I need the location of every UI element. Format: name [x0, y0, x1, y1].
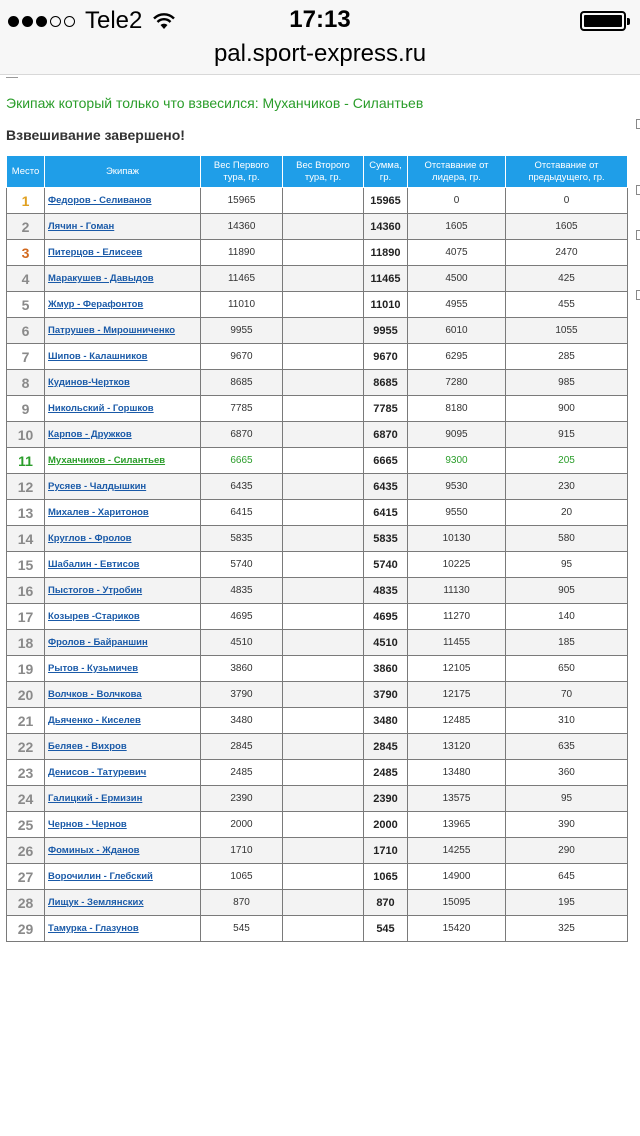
cell-sum: 6665 — [364, 448, 408, 474]
crew-link[interactable]: Беляев - Вихров — [48, 741, 127, 752]
cell-sum: 5740 — [364, 552, 408, 578]
table-row — [7, 526, 628, 552]
crew-link[interactable]: Рытов - Кузьмичев — [48, 663, 139, 674]
cell-place: 12 — [7, 474, 45, 500]
cell-weight-round-2 — [283, 266, 364, 292]
cell-crew — [45, 500, 201, 526]
results-table — [6, 155, 628, 942]
cell-sum: 4835 — [364, 578, 408, 604]
cell-place: 28 — [7, 890, 45, 916]
signal-dot — [36, 16, 47, 27]
cell-lag-previous: 2470 — [506, 240, 628, 266]
cell-weight-round-1: 2390 — [201, 786, 283, 812]
cell-place: 15 — [7, 552, 45, 578]
cell-lag-leader: 10225 — [408, 552, 506, 578]
cell-sum: 9955 — [364, 318, 408, 344]
crew-link[interactable]: Козырев -Стариков — [48, 611, 140, 622]
cell-lag-previous: 645 — [506, 864, 628, 890]
cell-weight-round-2 — [283, 448, 364, 474]
table-row — [7, 760, 628, 786]
cell-place: 27 — [7, 864, 45, 890]
header-sum: Сумма, гр. — [364, 156, 408, 188]
cell-weight-round-2 — [283, 422, 364, 448]
cell-lag-leader: 9095 — [408, 422, 506, 448]
table-row — [7, 578, 628, 604]
cell-crew — [45, 240, 201, 266]
cell-crew — [45, 578, 201, 604]
battery-icon — [580, 11, 626, 31]
cell-crew — [45, 604, 201, 630]
cell-weight-round-2 — [283, 526, 364, 552]
cell-weight-round-1: 5740 — [201, 552, 283, 578]
cell-lag-previous: 915 — [506, 422, 628, 448]
last-weighed-crew: Экипаж который только что взвесился: Муханчиков - Силантьев — [6, 95, 424, 111]
cell-sum: 1065 — [364, 864, 408, 890]
cell-lag-leader: 13120 — [408, 734, 506, 760]
cell-weight-round-1: 545 — [201, 916, 283, 942]
cell-sum: 11465 — [364, 266, 408, 292]
crew-link[interactable]: Маракушев - Давыдов — [48, 273, 154, 284]
carrier-name: Tele2 — [85, 7, 143, 34]
cell-weight-round-2 — [283, 578, 364, 604]
cell-weight-round-2 — [283, 396, 364, 422]
cell-weight-round-2 — [283, 292, 364, 318]
crew-link[interactable]: Ворочилин - Глебский — [48, 871, 153, 882]
cell-place: 26 — [7, 838, 45, 864]
cell-weight-round-2 — [283, 682, 364, 708]
cell-sum: 2000 — [364, 812, 408, 838]
cell-lag-previous: 70 — [506, 682, 628, 708]
crew-link[interactable]: Шипов - Калашников — [48, 351, 148, 362]
cell-weight-round-1: 870 — [201, 890, 283, 916]
cell-lag-leader: 9550 — [408, 500, 506, 526]
status-bar — [0, 0, 640, 40]
table-row — [7, 448, 628, 474]
sidebar-fragment — [636, 119, 640, 129]
cell-weight-round-2 — [283, 838, 364, 864]
cell-place: 6 — [7, 318, 45, 344]
cell-weight-round-2 — [283, 552, 364, 578]
cell-crew — [45, 812, 201, 838]
cell-weight-round-1: 1710 — [201, 838, 283, 864]
cell-sum: 870 — [364, 890, 408, 916]
cell-lag-leader: 11455 — [408, 630, 506, 656]
cell-sum: 15965 — [364, 188, 408, 214]
header-remnant — [6, 75, 18, 78]
cell-crew — [45, 734, 201, 760]
cell-weight-round-2 — [283, 214, 364, 240]
cell-sum: 11890 — [364, 240, 408, 266]
crew-link[interactable]: Лячин - Гоман — [48, 221, 115, 232]
cell-place: 13 — [7, 500, 45, 526]
crew-link[interactable]: Лищук - Землянских — [48, 897, 144, 908]
table-header-row — [7, 156, 628, 188]
cell-lag-leader: 7280 — [408, 370, 506, 396]
cell-lag-previous: 1605 — [506, 214, 628, 240]
cell-crew — [45, 708, 201, 734]
table-row — [7, 474, 628, 500]
cell-weight-round-1: 3790 — [201, 682, 283, 708]
table-row — [7, 708, 628, 734]
cell-sum: 2485 — [364, 760, 408, 786]
cell-sum: 9670 — [364, 344, 408, 370]
cell-place: 10 — [7, 422, 45, 448]
cell-weight-round-1: 9955 — [201, 318, 283, 344]
cell-sum: 6435 — [364, 474, 408, 500]
crew-link[interactable]: Круглов - Фролов — [48, 533, 132, 544]
crew-link[interactable]: Русяев - Чалдышкин — [48, 481, 147, 492]
cell-sum: 3860 — [364, 656, 408, 682]
weighing-status: Взвешивание завершено! — [6, 127, 185, 143]
cell-weight-round-1: 7785 — [201, 396, 283, 422]
cell-sum: 6415 — [364, 500, 408, 526]
cell-crew — [45, 318, 201, 344]
cell-crew — [45, 370, 201, 396]
cell-weight-round-1: 15965 — [201, 188, 283, 214]
crew-link[interactable]: Пыстогов - Утробин — [48, 585, 143, 596]
cell-weight-round-2 — [283, 812, 364, 838]
battery-level — [584, 15, 622, 27]
cell-crew — [45, 266, 201, 292]
cell-place: 21 — [7, 708, 45, 734]
cell-lag-leader: 9530 — [408, 474, 506, 500]
cell-sum: 14360 — [364, 214, 408, 240]
cell-sum: 4510 — [364, 630, 408, 656]
cell-place: 1 — [7, 188, 45, 214]
header-crew: Экипаж — [45, 156, 201, 188]
cell-place: 3 — [7, 240, 45, 266]
cell-lag-previous: 325 — [506, 916, 628, 942]
cell-crew — [45, 786, 201, 812]
cell-weight-round-1: 2000 — [201, 812, 283, 838]
table-row — [7, 188, 628, 214]
cell-sum: 1710 — [364, 838, 408, 864]
cell-weight-round-2 — [283, 916, 364, 942]
cell-place: 9 — [7, 396, 45, 422]
cell-crew — [45, 188, 201, 214]
table-row — [7, 266, 628, 292]
cell-crew — [45, 422, 201, 448]
cell-weight-round-2 — [283, 786, 364, 812]
cell-lag-previous: 985 — [506, 370, 628, 396]
cell-weight-round-1: 6870 — [201, 422, 283, 448]
cell-weight-round-1: 11465 — [201, 266, 283, 292]
cell-sum: 2390 — [364, 786, 408, 812]
cell-weight-round-2 — [283, 240, 364, 266]
table-row — [7, 864, 628, 890]
signal-dot — [8, 16, 19, 27]
cell-weight-round-2 — [283, 344, 364, 370]
crew-link[interactable]: Волчков - Волчкова — [48, 689, 142, 700]
crew-link[interactable]: Кудинов-Чертков — [48, 377, 130, 388]
cell-weight-round-2 — [283, 370, 364, 396]
table-row — [7, 500, 628, 526]
status-left — [8, 6, 176, 36]
cell-sum: 6870 — [364, 422, 408, 448]
cell-sum: 11010 — [364, 292, 408, 318]
cell-lag-previous: 195 — [506, 890, 628, 916]
cell-place: 14 — [7, 526, 45, 552]
crew-link[interactable]: Михалев - Харитонов — [48, 507, 149, 518]
cell-place: 2 — [7, 214, 45, 240]
crew-link[interactable]: Дьяченко - Киселев — [48, 715, 141, 726]
cell-lag-leader: 15420 — [408, 916, 506, 942]
cell-lag-previous: 285 — [506, 344, 628, 370]
cell-weight-round-2 — [283, 760, 364, 786]
cell-weight-round-1: 14360 — [201, 214, 283, 240]
cell-lag-leader: 13965 — [408, 812, 506, 838]
cell-sum: 5835 — [364, 526, 408, 552]
cell-place: 25 — [7, 812, 45, 838]
cell-lag-leader: 13575 — [408, 786, 506, 812]
cell-lag-leader: 4955 — [408, 292, 506, 318]
cell-lag-previous: 95 — [506, 552, 628, 578]
cell-lag-leader: 1605 — [408, 214, 506, 240]
cell-lag-previous: 20 — [506, 500, 628, 526]
signal-strength-icon — [8, 16, 75, 27]
cell-lag-leader: 12175 — [408, 682, 506, 708]
table-row — [7, 890, 628, 916]
cell-lag-previous: 360 — [506, 760, 628, 786]
cell-crew — [45, 214, 201, 240]
cell-weight-round-1: 9670 — [201, 344, 283, 370]
cell-weight-round-1: 4835 — [201, 578, 283, 604]
table-row — [7, 812, 628, 838]
cell-place: 18 — [7, 630, 45, 656]
cell-lag-previous: 230 — [506, 474, 628, 500]
cell-crew — [45, 292, 201, 318]
cell-weight-round-2 — [283, 318, 364, 344]
cell-crew — [45, 474, 201, 500]
clock: 17:13 — [289, 6, 351, 33]
cell-weight-round-1: 4695 — [201, 604, 283, 630]
cell-lag-previous: 95 — [506, 786, 628, 812]
cell-weight-round-2 — [283, 656, 364, 682]
table-row — [7, 318, 628, 344]
cell-weight-round-2 — [283, 188, 364, 214]
cell-lag-leader: 4075 — [408, 240, 506, 266]
signal-dot — [50, 16, 61, 27]
cell-weight-round-1: 11010 — [201, 292, 283, 318]
table-row — [7, 370, 628, 396]
table-row — [7, 214, 628, 240]
header-weight-round-1: Вес Первого тура, гр. — [201, 156, 283, 188]
cell-lag-leader: 15095 — [408, 890, 506, 916]
cell-lag-leader: 14900 — [408, 864, 506, 890]
crew-link[interactable]: Тамурка - Глазунов — [48, 923, 139, 934]
table-row — [7, 604, 628, 630]
cell-weight-round-1: 3860 — [201, 656, 283, 682]
address-bar[interactable]: pal.sport-express.ru — [0, 40, 640, 75]
table-row — [7, 786, 628, 812]
cell-place: 23 — [7, 760, 45, 786]
cell-sum: 2845 — [364, 734, 408, 760]
table-row — [7, 344, 628, 370]
cell-place: 17 — [7, 604, 45, 630]
cell-sum: 545 — [364, 916, 408, 942]
cell-weight-round-2 — [283, 500, 364, 526]
table-row — [7, 916, 628, 942]
header-weight-round-2: Вес Второго тура, гр. — [283, 156, 364, 188]
cell-weight-round-2 — [283, 708, 364, 734]
cell-lag-previous: 635 — [506, 734, 628, 760]
cell-crew — [45, 864, 201, 890]
cell-lag-leader: 9300 — [408, 448, 506, 474]
cell-lag-previous: 580 — [506, 526, 628, 552]
cell-lag-leader: 0 — [408, 188, 506, 214]
cell-lag-leader: 14255 — [408, 838, 506, 864]
cell-crew — [45, 838, 201, 864]
cell-weight-round-1: 6435 — [201, 474, 283, 500]
cell-lag-leader: 11270 — [408, 604, 506, 630]
cell-place: 22 — [7, 734, 45, 760]
cell-sum: 8685 — [364, 370, 408, 396]
crew-link[interactable]: Карпов - Дружков — [48, 429, 132, 440]
sidebar-fragment — [636, 185, 640, 195]
cell-weight-round-1: 5835 — [201, 526, 283, 552]
cell-lag-previous: 455 — [506, 292, 628, 318]
cell-lag-previous: 310 — [506, 708, 628, 734]
table-row — [7, 240, 628, 266]
cell-weight-round-1: 6415 — [201, 500, 283, 526]
cell-lag-previous: 900 — [506, 396, 628, 422]
wifi-icon — [152, 12, 176, 30]
cell-weight-round-1: 6665 — [201, 448, 283, 474]
cell-place: 5 — [7, 292, 45, 318]
table-row — [7, 422, 628, 448]
table-row — [7, 656, 628, 682]
cell-lag-leader: 4500 — [408, 266, 506, 292]
cell-place: 19 — [7, 656, 45, 682]
cell-lag-leader: 6295 — [408, 344, 506, 370]
crew-link[interactable]: Муханчиков - Силантьев — [48, 455, 166, 466]
cell-crew — [45, 656, 201, 682]
cell-lag-previous: 0 — [506, 188, 628, 214]
cell-weight-round-1: 2485 — [201, 760, 283, 786]
cell-lag-previous: 1055 — [506, 318, 628, 344]
cell-sum: 4695 — [364, 604, 408, 630]
cell-weight-round-1: 3480 — [201, 708, 283, 734]
table-row — [7, 734, 628, 760]
cell-weight-round-1: 1065 — [201, 864, 283, 890]
cell-lag-leader: 8180 — [408, 396, 506, 422]
crew-link[interactable]: Жмур - Ферафонтов — [48, 299, 144, 310]
signal-dot — [64, 16, 75, 27]
cell-crew — [45, 682, 201, 708]
page-content — [0, 75, 640, 1136]
cell-weight-round-2 — [283, 474, 364, 500]
cell-sum: 3790 — [364, 682, 408, 708]
crew-link[interactable]: Питерцов - Елисеев — [48, 247, 143, 258]
cell-sum: 7785 — [364, 396, 408, 422]
signal-dot — [22, 16, 33, 27]
cell-weight-round-2 — [283, 630, 364, 656]
cell-lag-previous: 290 — [506, 838, 628, 864]
table-row — [7, 838, 628, 864]
crew-link[interactable]: Чернов - Чернов — [48, 819, 127, 830]
cell-lag-previous: 185 — [506, 630, 628, 656]
cell-place: 20 — [7, 682, 45, 708]
crew-link[interactable]: Федоров - Селиванов — [48, 195, 152, 206]
cell-lag-leader: 12105 — [408, 656, 506, 682]
table-row — [7, 552, 628, 578]
cell-crew — [45, 630, 201, 656]
cell-weight-round-1: 8685 — [201, 370, 283, 396]
cell-lag-leader: 13480 — [408, 760, 506, 786]
cell-lag-previous: 140 — [506, 604, 628, 630]
crew-link[interactable]: Фролов - Байраншин — [48, 637, 148, 648]
cell-weight-round-1: 11890 — [201, 240, 283, 266]
cell-lag-previous: 425 — [506, 266, 628, 292]
cell-lag-previous: 650 — [506, 656, 628, 682]
cell-lag-leader: 11130 — [408, 578, 506, 604]
sidebar-fragment — [636, 290, 640, 300]
cell-place: 16 — [7, 578, 45, 604]
cell-place: 4 — [7, 266, 45, 292]
cell-lag-previous: 390 — [506, 812, 628, 838]
cell-lag-leader: 6010 — [408, 318, 506, 344]
cell-crew — [45, 448, 201, 474]
cell-lag-leader: 12485 — [408, 708, 506, 734]
header-lag-leader: Отставание от лидера, гр. — [408, 156, 506, 188]
cell-crew — [45, 890, 201, 916]
cell-place: 29 — [7, 916, 45, 942]
cell-crew — [45, 526, 201, 552]
crew-link[interactable]: Шабалин - Евтисов — [48, 559, 140, 570]
table-row — [7, 682, 628, 708]
crew-link[interactable]: Фоминых - Жданов — [48, 845, 140, 856]
header-place: Место — [7, 156, 45, 188]
cell-weight-round-2 — [283, 604, 364, 630]
cell-crew — [45, 552, 201, 578]
cell-weight-round-2 — [283, 890, 364, 916]
cell-weight-round-1: 2845 — [201, 734, 283, 760]
cell-weight-round-1: 4510 — [201, 630, 283, 656]
cell-weight-round-2 — [283, 734, 364, 760]
crew-link[interactable]: Денисов - Татуревич — [48, 767, 147, 778]
crew-link[interactable]: Галицкий - Ермизин — [48, 793, 143, 804]
cell-lag-previous: 205 — [506, 448, 628, 474]
cell-lag-leader: 10130 — [408, 526, 506, 552]
cell-place: 11 — [7, 448, 45, 474]
table-row — [7, 292, 628, 318]
sidebar-fragment — [636, 230, 640, 240]
cell-place: 7 — [7, 344, 45, 370]
cell-crew — [45, 344, 201, 370]
cell-lag-previous: 905 — [506, 578, 628, 604]
cell-crew — [45, 760, 201, 786]
crew-link[interactable]: Патрушев - Мирошниченко — [48, 325, 176, 336]
cell-weight-round-2 — [283, 864, 364, 890]
table-row — [7, 630, 628, 656]
table-row — [7, 396, 628, 422]
cell-crew — [45, 916, 201, 942]
cropped-sidebar — [632, 75, 640, 1136]
cell-place: 24 — [7, 786, 45, 812]
cell-sum: 3480 — [364, 708, 408, 734]
cell-place: 8 — [7, 370, 45, 396]
header-lag-previous: Отставание от предыдущего, гр. — [506, 156, 628, 188]
cell-crew — [45, 396, 201, 422]
crew-link[interactable]: Никольский - Горшков — [48, 403, 154, 414]
